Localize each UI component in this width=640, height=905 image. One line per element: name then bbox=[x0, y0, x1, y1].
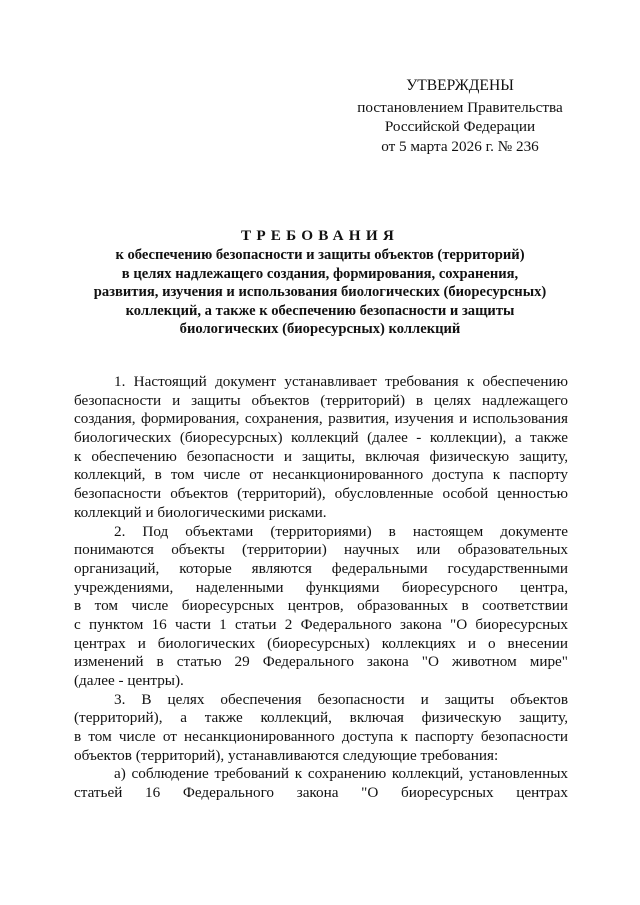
paragraph-1-line: безопасности и защиты объектов (территорий) в целях надлежащего bbox=[74, 391, 568, 409]
approval-line: от 5 марта 2026 г. № 236 bbox=[381, 137, 539, 155]
paragraph-2-line: учреждениями, наделенными функциями биоресурсного центра, bbox=[74, 578, 568, 596]
subtitle-line: в целях надлежащего создания, формирования, сохранения, bbox=[121, 265, 519, 282]
paragraph-2-line: организаций, которые являются федеральными государственными bbox=[74, 559, 568, 577]
paragraph-2-line: 2. Под объектами (территориями) в настоящем документе bbox=[114, 522, 568, 540]
approval-heading: УТВЕРЖДЕНЫ bbox=[406, 77, 514, 94]
subtitle-line: развития, изучения и использования биологических (биоресурсных) bbox=[93, 284, 547, 301]
subtitle-line: коллекций, а также к обеспечению безопасности и защиты bbox=[125, 302, 515, 319]
paragraph-3-line: 3. В целях обеспечения безопасности и защиты объектов bbox=[114, 690, 568, 708]
paragraph-3-line: в том числе от несанкционированного доступа к паспорту безопасности bbox=[74, 728, 568, 746]
paragraph-2-line: с пунктом 16 части 1 статьи 2 Федерального закона "О биоресурсных bbox=[74, 615, 568, 633]
paragraph-1-line: 1. Настоящий документ устанавливает требования к обеспечению bbox=[114, 373, 568, 390]
paragraph-2-line: изменений в статью 29 Федерального закона "О животном мире" bbox=[74, 653, 568, 671]
paragraph-3-line: объектов (территорий), устанавливаются следующие требования: bbox=[74, 746, 499, 764]
approval-line: Российской Федерации bbox=[384, 118, 536, 136]
subitem-a-line: а) соблюдение требований к сохранению коллекций, установленных bbox=[114, 765, 568, 783]
paragraph-2-line: центрах и биологических (биоресурсных) коллекциях и о внесении bbox=[74, 634, 568, 652]
paragraph-1-line: создания, формирования, сохранения, развития, изучения и использования bbox=[74, 410, 568, 428]
approval-line: постановлением Правительства bbox=[357, 98, 563, 116]
subtitle-line: к обеспечению безопасности и защиты объектов (территорий) bbox=[115, 247, 525, 263]
approval-stamp bbox=[330, 76, 590, 156]
paragraph-2-line: (далее - центры). bbox=[74, 672, 184, 689]
document-title: ТРЕБОВАНИЯ bbox=[240, 227, 400, 244]
paragraph-2-line: понимаются объекты (территории) научных или образовательных bbox=[74, 541, 568, 559]
paragraph-2-line: в том числе биоресурсных центров, образованных в соответствии bbox=[74, 597, 568, 615]
paragraph-3-line: (территорий), а также коллекций, включая физическую защиту, bbox=[74, 709, 568, 727]
paragraph-1-line: коллекций и биологическими рисками. bbox=[74, 503, 327, 521]
paragraph-1-line: коллекций, в том числе от несанкционированного доступа к паспорту bbox=[74, 466, 568, 484]
document-body bbox=[74, 373, 568, 803]
subitem-a-line: статьей 16 Федерального закона "О биоресурсных центрах bbox=[74, 784, 568, 802]
paragraph-1-line: безопасности объектов (территорий), обусловленные особой ценностью bbox=[74, 485, 568, 503]
paragraph-1-line: биологических (биоресурсных) коллекций (далее - коллекции), а также bbox=[74, 429, 568, 447]
paragraph-1-line: к обеспечению безопасности и защиты, включая физическую защиту, bbox=[74, 447, 568, 465]
document-subtitle bbox=[70, 246, 570, 339]
subtitle-line: биологических (биоресурсных) коллекций bbox=[179, 321, 461, 338]
